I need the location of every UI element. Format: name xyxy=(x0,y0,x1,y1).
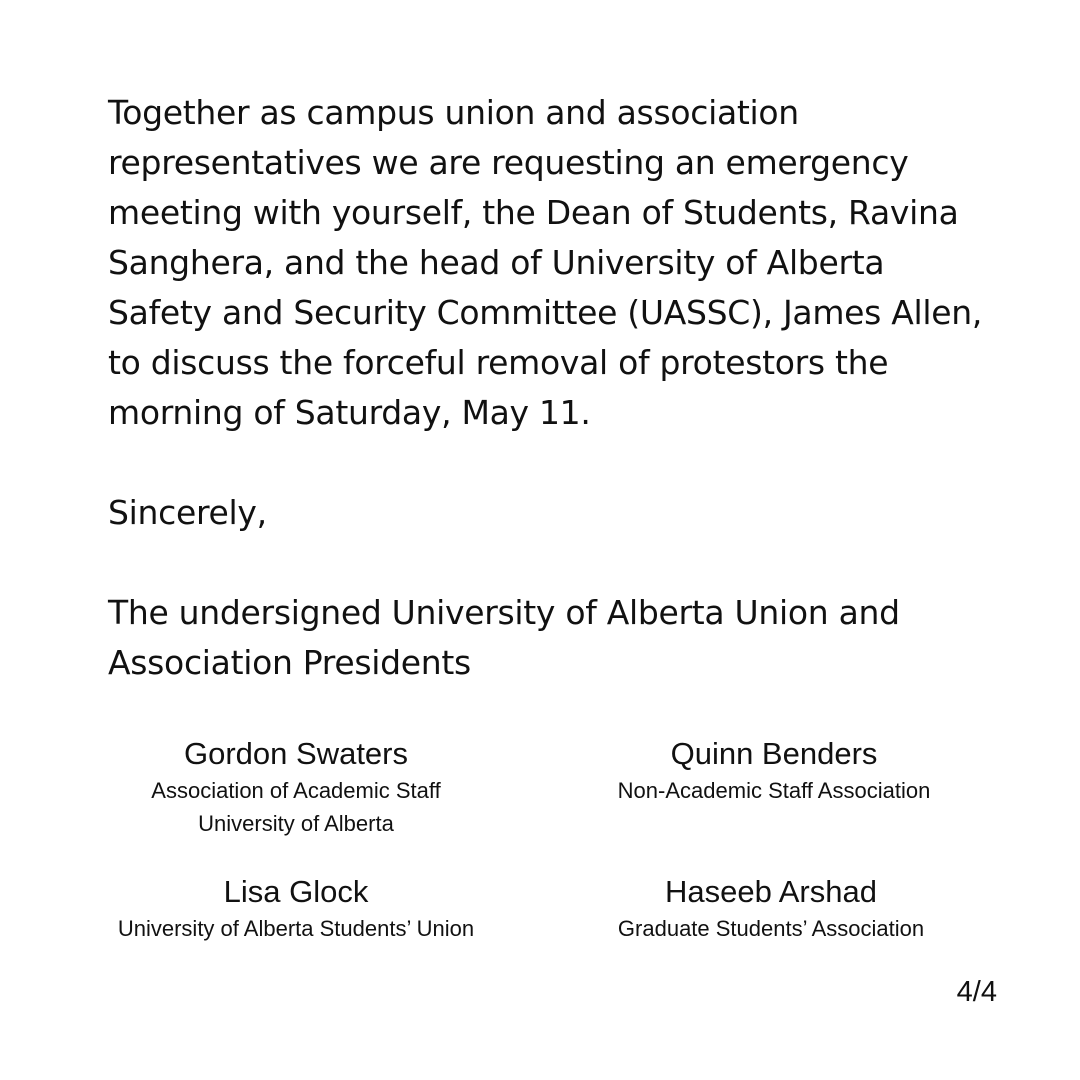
letter-body xyxy=(108,88,988,688)
signatory-organization: Association of Academic Staff xyxy=(151,778,441,803)
signatory-organization: Graduate Students’ Association xyxy=(617,916,925,941)
signatory-name: Haseeb Arshad xyxy=(665,874,877,909)
signatory-organization: University of Alberta xyxy=(198,811,394,836)
signatory-lisa-glock xyxy=(96,872,496,945)
signatory-organization: University of Alberta Students’ Union xyxy=(117,916,475,941)
signatory-name: Gordon Swaters xyxy=(184,736,408,771)
signatory-organization: Non-Academic Staff Association xyxy=(617,778,931,803)
signatory-gordon-swaters xyxy=(96,734,496,840)
signatory-haseeb-arshad xyxy=(571,872,971,945)
signoff-text: The undersigned University of Alberta Union and Association Presidents xyxy=(108,593,900,682)
signatory-name: Lisa Glock xyxy=(223,874,369,909)
request-paragraph: Together as campus union and association representatives we are requesting an emergency meeting with yourself, the Dean of Students, Ravina Sanghera, and the head of University of Alberta Safety and Security Committee (UASSC), James Allen, to discuss the forceful removal of protestors the morning of Saturday, May 11. xyxy=(108,93,983,432)
signatory-name: Quinn Benders xyxy=(670,736,878,771)
page-indicator: 4/4 xyxy=(956,976,997,1008)
paragraph-spacer xyxy=(108,538,988,588)
paragraph-spacer xyxy=(108,438,988,488)
signatory-quinn-benders xyxy=(574,734,974,807)
closing-salutation: Sincerely, xyxy=(108,493,267,532)
